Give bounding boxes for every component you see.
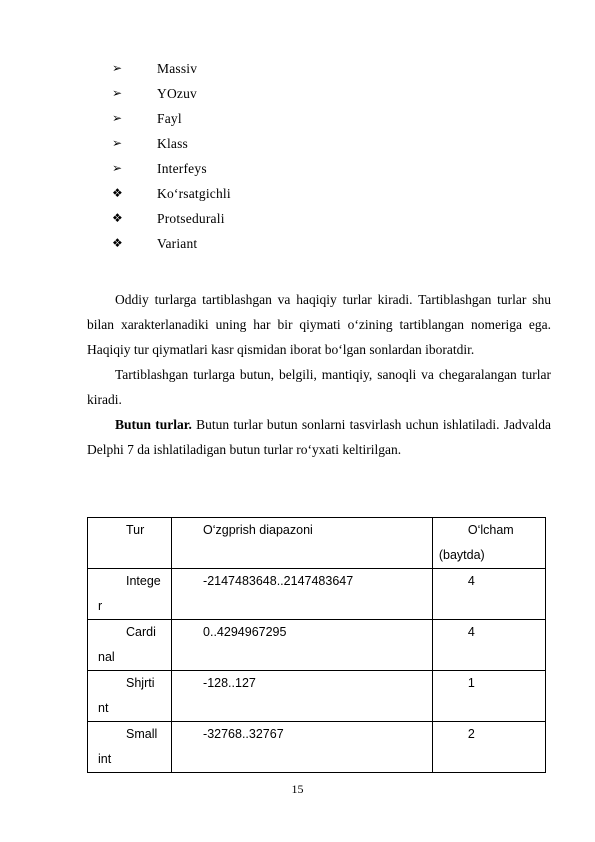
table-row [88, 620, 546, 671]
header-size-unit: (baytda) [438, 548, 485, 562]
list-item-text: Klass [157, 136, 188, 151]
list-item [112, 56, 412, 81]
type-name-part1: Shjrti [126, 676, 155, 690]
list-item-text: YOzuv [157, 86, 197, 101]
header-cell-size [432, 518, 545, 569]
diamond-bullet-icon: ❖ [112, 186, 123, 200]
table-row [88, 671, 546, 722]
type-list [112, 56, 412, 256]
type-cell [88, 671, 172, 722]
header-range-label: O‘zgprish diapazoni [203, 523, 313, 537]
range-value: -2147483648..2147483647 [203, 574, 354, 588]
size-cell [432, 569, 545, 620]
paragraph-ordinal-kinds [87, 362, 551, 412]
range-value: -128..127 [203, 676, 256, 690]
table-header-row [88, 518, 546, 569]
size-cell [432, 671, 545, 722]
list-item-text: Massiv [157, 61, 198, 76]
size-value: 4 [467, 574, 475, 588]
list-item [112, 106, 412, 131]
header-type-label: Tur [126, 523, 145, 537]
range-cell [172, 620, 433, 671]
list-item-text: Variant [157, 236, 198, 251]
size-cell [432, 620, 545, 671]
list-item [112, 206, 412, 231]
size-cell [432, 722, 545, 773]
list-item [112, 81, 412, 106]
type-cell [88, 569, 172, 620]
range-cell [172, 671, 433, 722]
size-value: 4 [467, 625, 475, 639]
paragraph-text: Oddiy turlarga tartiblashgan va haqiqiy turlar kiradi. Tartiblashgan turlar shu bilan xarakterlanadiki uning har bir qiymati o‘zining tartiblangan nomeriga ega. Haqiqiy tur qiymatlari kasr qismidan iborat bo‘lgan sonlardan iboratdir. [87, 292, 551, 357]
range-cell [172, 722, 433, 773]
list-item-text: Protsedurali [157, 211, 225, 226]
list-item [112, 231, 412, 256]
range-value: -32768..32767 [203, 727, 284, 741]
header-cell-type [88, 518, 172, 569]
arrow-bullet-icon: ➢ [112, 61, 123, 75]
paragraph-integer-types [87, 412, 551, 462]
diamond-bullet-icon: ❖ [112, 236, 123, 250]
table-row [88, 722, 546, 773]
arrow-bullet-icon: ➢ [112, 86, 123, 100]
range-cell [172, 569, 433, 620]
type-name-part1: Intege [126, 574, 161, 588]
arrow-bullet-icon: ➢ [112, 111, 123, 125]
list-item-text: Fayl [157, 111, 182, 126]
type-name-part2: r [98, 599, 103, 613]
type-cell [88, 620, 172, 671]
type-name-part1: Cardi [126, 625, 156, 639]
paragraph-text: Butun turlar butun sonlarni tasvirlash uchun ishlatiladi. Jadvalda Delphi 7 da ishlatiladigan butun turlar ro‘yxati keltirilgan. [87, 417, 551, 457]
arrow-bullet-icon: ➢ [112, 136, 123, 150]
list-item-text: Ko‘rsatgichli [157, 186, 231, 201]
table-row [88, 569, 546, 620]
size-value: 1 [467, 676, 475, 690]
arrow-bullet-icon: ➢ [112, 161, 123, 175]
type-cell [88, 722, 172, 773]
list-item [112, 156, 412, 181]
list-item-text: Interfeys [157, 161, 207, 176]
integer-types-table [87, 517, 546, 773]
page-number: 15 [291, 782, 304, 796]
type-name-part2: int [98, 752, 112, 766]
range-value: 0..4294967295 [203, 625, 287, 639]
paragraph-text: Tartiblashgan turlarga butun, belgili, mantiqiy, sanoqli va chegaralangan turlar kiradi. [87, 367, 551, 407]
list-item [112, 181, 412, 206]
diamond-bullet-icon: ❖ [112, 211, 123, 225]
type-name-part2: nt [98, 701, 109, 715]
list-item [112, 131, 412, 156]
type-name-part1: Small [126, 727, 158, 741]
paragraph-ordinal-types [87, 287, 551, 362]
size-value: 2 [467, 727, 475, 741]
paragraph-heading: Butun turlar. [115, 417, 192, 432]
type-name-part2: nal [98, 650, 115, 664]
header-size-label: O‘lcham [467, 523, 514, 537]
header-cell-range [172, 518, 433, 569]
